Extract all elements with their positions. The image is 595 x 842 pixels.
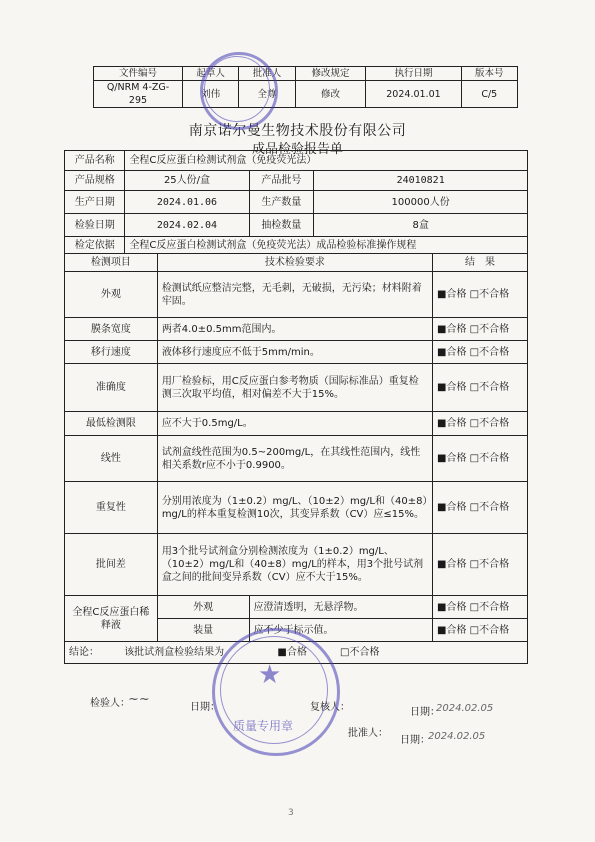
inspector-signature: ~~	[128, 692, 150, 707]
item-linearity: 线性	[65, 436, 158, 482]
conclusion-text: 该批试剂盒检验结果为	[124, 647, 225, 658]
header-label: 起草人	[183, 67, 239, 81]
batch-label: 产品批号	[249, 171, 314, 191]
prod-date-value: 2024.01.06	[125, 191, 249, 214]
company-name: 南京诺尔曼生物技术股份有限公司	[188, 123, 407, 139]
item-migration-speed: 移行速度	[65, 341, 158, 364]
quality-seal-star: ★	[258, 660, 282, 690]
buffer-pack-req: 应不少于标示值。	[249, 619, 432, 642]
item-repeatability: 重复性	[65, 482, 158, 534]
effective-date: 2024.01.01	[366, 81, 461, 108]
company-seal-top-inner	[204, 56, 270, 122]
header-label: 批准人	[239, 67, 295, 81]
inspection-table	[64, 150, 528, 664]
result-repeatability: ■合格 □不合格	[433, 482, 528, 534]
reviewer-label: 复核人：	[310, 702, 350, 713]
sample-qty-label: 抽检数量	[249, 214, 314, 237]
revision: 修改	[295, 81, 366, 108]
report-title: 成品检验报告单	[251, 142, 343, 157]
prod-qty-label: 生产数量	[249, 191, 314, 214]
conclusion-pass: ■合格	[277, 647, 307, 658]
inspector-label: 检验人：	[90, 698, 130, 709]
version: C/5	[461, 81, 517, 108]
item-batch-variance: 批间差	[65, 534, 158, 596]
req-migration-speed: 液体移行速度应不低于5mm/min。	[157, 341, 432, 364]
approver-name: 全尊	[239, 81, 295, 108]
req-accuracy: 用厂检验标，用C反应蛋白参考物质（国际标准品）重复检测三次取平均值，相对偏差不大于15%。	[157, 364, 432, 412]
result-appearance: ■合格 □不合格	[433, 272, 528, 318]
item-detection-limit: 最低检测限	[65, 412, 158, 436]
page-number: 3	[288, 808, 294, 818]
basis-value: 全程C反应蛋白检测试剂盒（免疫荧光法）成品检验标准操作规程	[125, 237, 528, 254]
basis-label: 检定依据	[65, 237, 125, 254]
batch-value: 24010821	[314, 171, 528, 191]
reviewer-date: 2024.02.05	[436, 703, 494, 714]
conclusion-fail: □不合格	[340, 647, 380, 658]
req-appearance: 检测试纸应整洁完整，无毛刺，无破损，无污染；材料附着牢固。	[157, 272, 432, 318]
req-strip-width: 两者4.0±0.5mm范围内。	[157, 318, 432, 341]
header-label: 修改规定	[295, 67, 366, 81]
document-header-table	[93, 66, 518, 108]
reviewer-date-label: 日期：	[410, 707, 440, 718]
doc-number: Q/NRM 4-ZG-295	[94, 81, 183, 108]
quality-seal-text: 质量专用章	[233, 719, 294, 733]
test-date-value: 2024.02.04	[125, 214, 249, 237]
result-batch-variance: ■合格 □不合格	[433, 534, 528, 596]
inspector-date-label: 日期：	[190, 702, 220, 713]
item-strip-width: 膜条宽度	[65, 318, 158, 341]
header-label: 版本号	[461, 67, 517, 81]
column-header-item: 检测项目	[65, 254, 158, 272]
header-label: 执行日期	[366, 67, 461, 81]
req-repeatability: 分别用浓度为（1±0.2）mg/L、（10±2）mg/L和（40±8）mg/L的样本重复检测10次，其变异系数（CV）应≤15%。	[157, 482, 432, 534]
req-linearity: 试剂盒线性范围为0.5~200mg/L，在其线性范围内，线性相关系数r应不小于0.9900。	[157, 436, 432, 482]
result-detection-limit: ■合格 □不合格	[433, 412, 528, 436]
header-label: 文件编号	[94, 67, 183, 81]
item-buffer: 全程C反应蛋白稀释液	[65, 596, 158, 642]
product-spec-value: 25人份/盒	[125, 171, 249, 191]
buffer-appearance-req: 应澄清透明，无悬浮物。	[249, 596, 432, 619]
buffer-pack-result: ■合格 □不合格	[433, 619, 528, 642]
result-linearity: ■合格 □不合格	[433, 436, 528, 482]
product-name-label: 产品名称	[65, 151, 125, 171]
prod-date-label: 生产日期	[65, 191, 125, 214]
req-detection-limit: 应不大于0.5mg/L。	[157, 412, 432, 436]
buffer-pack-label: 装量	[157, 619, 249, 642]
item-accuracy: 准确度	[65, 364, 158, 412]
sample-qty-value: 8盒	[314, 214, 528, 237]
product-name-value: 全程C反应蛋白检测试剂盒（免疫荧光法）	[125, 151, 528, 171]
column-header-result: 结 果	[433, 254, 528, 272]
prod-qty-value: 100000人份	[314, 191, 528, 214]
approver-date: 2024.02.05	[428, 731, 486, 742]
product-spec-label: 产品规格	[65, 171, 125, 191]
result-migration-speed: ■合格 □不合格	[433, 341, 528, 364]
approver-label: 批准人：	[348, 728, 388, 739]
result-strip-width: ■合格 □不合格	[433, 318, 528, 341]
req-batch-variance: 用3个批号试剂盒分别检测浓度为（1±0.2）mg/L、（10±2）mg/L和（40±8）mg/L的样本，用3个批号试剂盒之间的批间变异系数（CV）应不大于15%。	[157, 534, 432, 596]
item-appearance: 外观	[65, 272, 158, 318]
column-header-requirement: 技术检验要求	[157, 254, 432, 272]
test-date-label: 检验日期	[65, 214, 125, 237]
result-accuracy: ■合格 □不合格	[433, 364, 528, 412]
conclusion-label: 结论：	[69, 647, 99, 658]
approver-date-label: 日期：	[400, 735, 430, 746]
buffer-appearance-label: 外观	[157, 596, 249, 619]
buffer-appearance-result: ■合格 □不合格	[433, 596, 528, 619]
drafter: 刘伟	[183, 81, 239, 108]
